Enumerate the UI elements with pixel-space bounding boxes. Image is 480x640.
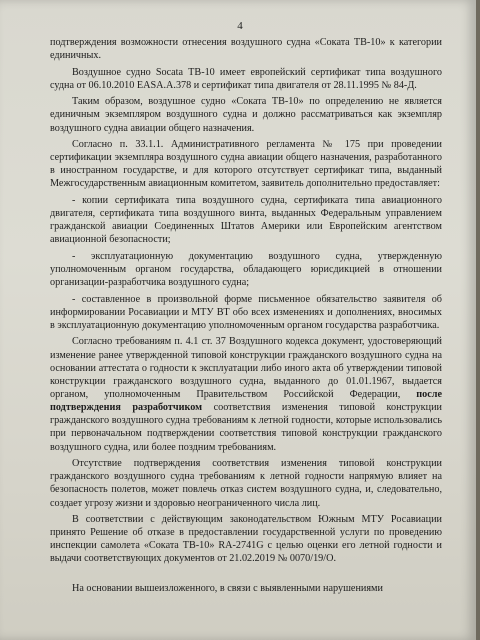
paragraph-8: На основании вышеизложенного, в связи с выявленными нарушениями — [72, 582, 383, 594]
paragraph-7: В соответствии с действующим законодательством Южным МТУ Росавиации принято Решение об отказе в предоставлении государственной услуги по проведению инспекции самолета «Сокатa ТВ-10» RA-2741G с целью оценки его летной годности и выдачи соответствующих документов от 21.02.2019 № 0070/19/О. — [50, 513, 442, 565]
paragraph-2: Воздушное судно Socata ТВ-10 имеет европейский сертификат типа воздушного судна от 06.10.2010 EASA.A.378 и сертификат типа двигателя от 28.11.1995 № 84-Д. — [50, 66, 442, 91]
paragraph-5-start: Согласно требованиям п. 4.1 ст. 37 Воздушного кодекса документ, удостоверяющий изменение ранее утвержденной типовой конструкции гражданского воздушного судна на основании аттестата о годности к эксплуатации либо иного акта об утверждении типовой конструкции гражданского воздушного судна, выданного до 01.01.1967, выдается органом, уполномоченным Правительством Российской Федерации, — [50, 336, 442, 400]
page-number: 4 — [237, 20, 243, 32]
paragraph-5 — [50, 335, 442, 453]
paragraph-1: подтверждения возможности отнесения воздушного судна «Сокатa ТВ-10» к категории единичных. — [50, 37, 442, 62]
spacer — [50, 569, 442, 582]
list-item-2: - эксплуатационную документацию воздушного судна, утвержденную уполномоченным органом государства, обладающего юрисдикцией в отношении организации-разработчика воздушного судна; — [50, 250, 442, 289]
paragraph-3: Таким образом, воздушное судно «Сокатa ТВ-10» по определению не является единичным экземпляром воздушного судна и должно рассматриваться как экземпляр воздушного судна авиации общего назначения. — [50, 96, 442, 134]
paragraph-4: Согласно п. 33.1.1. Административного регламента № 175 при проведении сертификации экземпляра воздушного судна авиации общего назначения, разработанного в иностранном государстве, и для которого отсутствует сертификат типа, выданный Межгосударственным авиационным комитетом, заявитель дополнительно предоставляет: — [50, 138, 442, 190]
list-item-1: - копии сертификата типа воздушного судна, сертификата типа авиационного двигателя, сертификата типа воздушного винта, выданных Федеральным управлением гражданской авиации Соединенных Штатов Америки или Европейским агентством авиационной безопасности; — [50, 194, 442, 246]
list-item-3: - составленное в произвольной форме письменное обязательство заявителя об информировании Росавиации и МТУ ВТ обо всех изменениях и дополнениях, вносимых в эксплуатационную документацию уполномоченным органом государства разработчика. — [50, 293, 442, 331]
paragraph-5-end: соответствия изменения типовой конструкции гражданского воздушного судна требованиям к летной годности, которые использовались при первоначальном подтверждении соответствия типовой конструкции гражданского воздушного судна, или более поздним требованиям. — [50, 402, 442, 453]
paragraph-5-bold: после подтверждения разработчиком — [50, 388, 442, 414]
document-body — [50, 36, 442, 598]
paragraph-6: Отсутствие подтверждения соответствия изменения типовой конструкции гражданского воздушного судна требованиям к летной годности напрямую влияет на безопасность полетов, может повлечь отказ систем воздушного судна, и, следовательно, создает угрозу жизни и здоровью неограниченного числа лиц. — [50, 458, 442, 509]
